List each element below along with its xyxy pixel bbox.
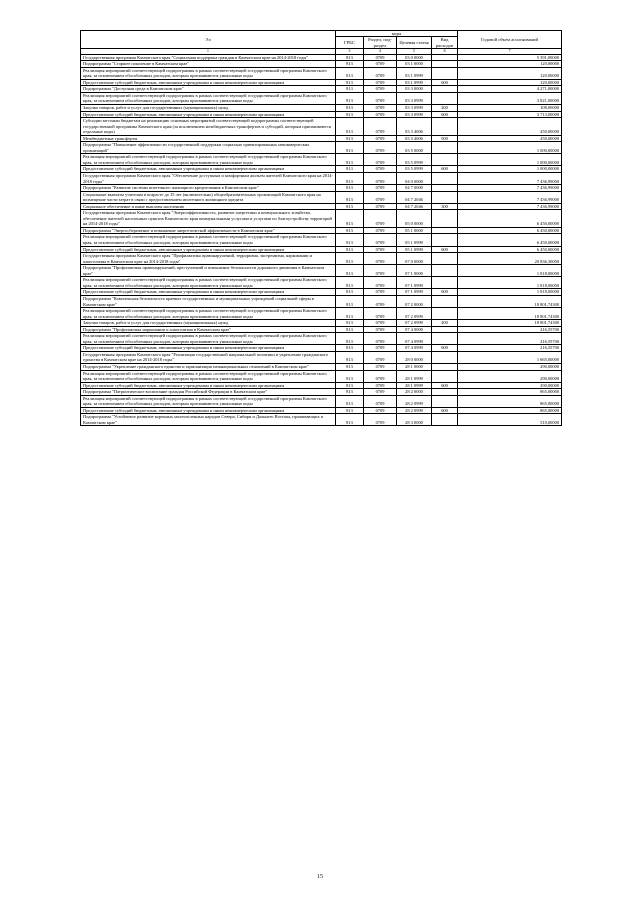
row-vid-cell	[432, 142, 458, 154]
row-name-cell: Реализация мероприятий соответствующей подпрограммы в рамках соответствующей государственной программы Камчатского края, за исключением обособленных расходов, которым присваиваются уникальные коды	[81, 333, 336, 345]
row-celevaya-cell: 28 3 0000	[397, 414, 432, 426]
row-vid-cell: 600	[432, 345, 458, 352]
row-grbs-cell: 813	[336, 185, 364, 192]
row-celevaya-cell: 04 7 0000	[397, 185, 432, 192]
row-celevaya-cell: 05 1 0000	[397, 227, 432, 234]
row-grbs-cell: 813	[336, 67, 364, 79]
table-row	[81, 191, 562, 203]
row-grbs-cell: 813	[336, 320, 364, 327]
row-grbs-cell: 813	[336, 246, 364, 253]
row-razdel-cell: 0709	[364, 79, 397, 86]
row-grbs-cell: 813	[336, 210, 364, 228]
row-sum-cell: 6 450,00000	[458, 246, 562, 253]
row-razdel-cell: 0709	[364, 370, 397, 382]
row-razdel-cell: 0709	[364, 105, 397, 112]
row-razdel-cell: 0709	[364, 61, 397, 68]
row-grbs-cell: 813	[336, 118, 364, 136]
row-sum-cell: 120,00000	[458, 79, 562, 86]
row-celevaya-cell: 28 1 0999	[397, 370, 432, 382]
row-name-cell: Подпрограмма "Устойчивое развитие коренных малочисленных народов Севера, Сибири и Дальнего Востока, проживающих в Камчатском крае"	[81, 414, 336, 426]
row-celevaya-cell: 28 0 0000	[397, 351, 432, 363]
row-name-cell: Подпрограмма "Доступная среда в Камчатском крае"	[81, 86, 336, 93]
row-celevaya-cell: 07 1 0999	[397, 289, 432, 296]
row-celevaya-cell: 28 1 0999	[397, 382, 432, 389]
row-razdel-cell: 0709	[364, 295, 397, 307]
row-celevaya-cell: 03 5 0999	[397, 166, 432, 173]
row-name-cell: Предоставление субсидий бюджетным, автономным учреждениям и иным некоммерческим организациям	[81, 111, 336, 118]
row-sum-cell: 6 450,00000	[458, 234, 562, 246]
row-grbs-cell: 813	[336, 79, 364, 86]
row-grbs-cell: 813	[336, 333, 364, 345]
row-vid-cell	[432, 265, 458, 277]
table-row	[81, 265, 562, 277]
row-name-cell: Субсидии местным бюджетам на реализацию основных мероприятий соответствующей подпрограммы соответствующей государственной программы Камчатского края (за исключением межбюджетных трансфертов и субсидий, которым присваиваются отдельные коды)	[81, 118, 336, 136]
row-razdel-cell: 0709	[364, 351, 397, 363]
row-name-cell: Межбюджетные трансферты	[81, 135, 336, 142]
row-celevaya-cell: 03 1 0999	[397, 67, 432, 79]
row-vid-cell: 600	[432, 289, 458, 296]
row-razdel-cell: 0709	[364, 86, 397, 93]
row-vid-cell: 300	[432, 203, 458, 210]
row-sum-cell: 450,00000	[458, 118, 562, 136]
column-index: 7	[458, 49, 562, 54]
row-name-cell: Подпрограмма "Укрепление гражданского единства и гармонизация межнациональных отношений в Камчатском крае"	[81, 363, 336, 370]
row-vid-cell	[432, 277, 458, 289]
row-vid-cell	[432, 173, 458, 185]
column-index: 3	[336, 49, 364, 54]
row-name-cell: Подпрограмма "Профилактика правонарушений, преступлений и повышение безопасности дорожного движения в Камчатском крае"	[81, 265, 336, 277]
row-grbs-cell: 813	[336, 345, 364, 352]
row-sum-cell: 7 436,99000	[458, 173, 562, 185]
row-sum-cell: 4 271,00000	[458, 86, 562, 93]
row-grbs-cell: 813	[336, 105, 364, 112]
row-grbs-cell: 813	[336, 407, 364, 414]
row-sum-cell: 1 000,00000	[458, 154, 562, 166]
row-sum-cell: 6 450,00000	[458, 227, 562, 234]
row-celevaya-cell: 07 2 0999	[397, 308, 432, 320]
row-sum-cell: 5 391,00000	[458, 54, 562, 61]
row-name-cell: Подпрограмма "Повышение эффективности государственной поддержки социально ориентированных некоммерческих организаций"	[81, 142, 336, 154]
row-vid-cell	[432, 92, 458, 104]
row-sum-cell: 3 821,00000	[458, 92, 562, 104]
row-vid-cell	[432, 234, 458, 246]
row-celevaya-cell: 07 4 0999	[397, 333, 432, 345]
row-razdel-cell: 0709	[364, 210, 397, 228]
row-name-cell: Предоставление субсидий бюджетным, автономным учреждениям и иным некоммерческим организациям	[81, 382, 336, 389]
row-name-cell: Подпрограмма "Старшее поколение в Камчатском крае"	[81, 61, 336, 68]
row-celevaya-cell: 03 3 0999	[397, 105, 432, 112]
row-vid-cell	[432, 395, 458, 407]
row-grbs-cell: 813	[336, 389, 364, 396]
row-vid-cell: 600	[432, 79, 458, 86]
row-name-cell: Реализация мероприятий соответствующей подпрограммы в рамках соответствующей государственной программы Камчатского края, за исключением обособленных расходов, которым присваиваются уникальные коды	[81, 308, 336, 320]
row-grbs-cell: 813	[336, 363, 364, 370]
row-razdel-cell: 0709	[364, 414, 397, 426]
row-vid-cell	[432, 118, 458, 136]
row-name-cell: Подпрограмма "Комплексная безопасность краевых государственных и муниципальных учреждений социальной сферы в Камчатском крае"	[81, 295, 336, 307]
column-index: 4	[364, 49, 397, 54]
row-vid-cell: 600	[432, 407, 458, 414]
row-razdel-cell: 0709	[364, 111, 397, 118]
row-sum-cell: 18 801,74300	[458, 320, 562, 327]
row-grbs-cell: 813	[336, 277, 364, 289]
row-grbs-cell: 813	[336, 326, 364, 333]
table-row	[81, 118, 562, 136]
table-row	[81, 253, 562, 265]
row-vid-cell	[432, 154, 458, 166]
row-grbs-cell: 813	[336, 382, 364, 389]
row-razdel-cell: 0709	[364, 118, 397, 136]
row-sum-cell: 18 801,74300	[458, 295, 562, 307]
row-razdel-cell: 0709	[364, 191, 397, 203]
column-index: 5	[397, 49, 432, 54]
row-grbs-cell: 813	[336, 86, 364, 93]
row-celevaya-cell: 05 1 0999	[397, 234, 432, 246]
table-row	[81, 210, 562, 228]
table-row	[81, 277, 562, 289]
column-index: 6	[432, 49, 458, 54]
row-grbs-cell: 813	[336, 135, 364, 142]
row-razdel-cell: 0709	[364, 166, 397, 173]
row-celevaya-cell: 04 7 2046	[397, 191, 432, 203]
row-razdel-cell: 0709	[364, 389, 397, 396]
row-vid-cell	[432, 414, 458, 426]
table-body	[81, 49, 562, 426]
row-name-cell: Реализация мероприятий соответствующей подпрограммы в рамках соответствующей государственной программы Камчатского края, за исключением обособленных расходов, которым присваиваются уникальные коды	[81, 277, 336, 289]
row-razdel-cell: 0709	[364, 289, 397, 296]
table-row	[81, 173, 562, 185]
row-sum-cell: 510,00000	[458, 414, 562, 426]
row-name-cell: Закупка товаров, работ и услуг для государственных (муниципальных) нужд	[81, 320, 336, 327]
row-sum-cell: 1 665,00000	[458, 351, 562, 363]
row-grbs-cell: 813	[336, 295, 364, 307]
row-grbs-cell: 813	[336, 203, 364, 210]
header-row-top	[81, 31, 562, 37]
row-razdel-cell: 0709	[364, 265, 397, 277]
table-row	[81, 370, 562, 382]
row-name-cell: Предоставление субсидий бюджетным, автономным учреждениям и иным некоммерческим организациям	[81, 289, 336, 296]
row-razdel-cell: 0709	[364, 308, 397, 320]
row-razdel-cell: 0709	[364, 320, 397, 327]
row-razdel-cell: 0709	[364, 203, 397, 210]
table-row	[81, 333, 562, 345]
row-sum-cell: 1 000,00000	[458, 166, 562, 173]
row-name-cell: Подпрограмма "Профилактика наркомании и алкоголизма в Камчатском крае"	[81, 326, 336, 333]
row-grbs-cell: 813	[336, 414, 364, 426]
row-celevaya-cell: 07 1 0000	[397, 265, 432, 277]
budget-sheet	[80, 30, 561, 426]
row-grbs-cell: 813	[336, 191, 364, 203]
table-row	[81, 92, 562, 104]
table-row	[81, 234, 562, 246]
row-celevaya-cell: 07 1 0999	[397, 277, 432, 289]
row-celevaya-cell: 03 0 0000	[397, 54, 432, 61]
row-celevaya-cell: 03 1 0000	[397, 61, 432, 68]
row-razdel-cell: 0709	[364, 407, 397, 414]
row-vid-cell	[432, 351, 458, 363]
row-vid-cell: 600	[432, 111, 458, 118]
row-celevaya-cell: 07 0 0000	[397, 253, 432, 265]
row-vid-cell	[432, 253, 458, 265]
name-column-header: Эл	[81, 31, 336, 49]
row-grbs-cell: 813	[336, 395, 364, 407]
row-name-cell: Реализация мероприятий соответствующей подпрограммы в рамках соответствующей государственной программы Камчатского края, за исключением обособленных расходов, которым присваиваются уникальные коды	[81, 395, 336, 407]
row-grbs-cell: 813	[336, 308, 364, 320]
row-grbs-cell: 813	[336, 253, 364, 265]
celevaya-column-header: Целевая статья	[397, 37, 432, 49]
row-celevaya-cell: 28 2 0999	[397, 407, 432, 414]
row-name-cell: Государственная программа Камчатского края "Социальная поддержка граждан в Камчатском крае на 2014-2018 годы"	[81, 54, 336, 61]
row-razdel-cell: 0709	[364, 142, 397, 154]
row-celevaya-cell: 07 2 0000	[397, 295, 432, 307]
row-celevaya-cell: 03 3 0999	[397, 92, 432, 104]
row-name-cell: Государственная программа Камчатского края "Профилактика правонарушений, терроризма, экстремизма, наркомании и алкоголизма в Камчатском крае на 2014-2018 годы"	[81, 253, 336, 265]
row-celevaya-cell: 07 4 0999	[397, 345, 432, 352]
row-celevaya-cell: 07 4 0000	[397, 326, 432, 333]
row-razdel-cell: 0709	[364, 253, 397, 265]
row-vid-cell: 600	[432, 382, 458, 389]
row-name-cell: Предоставление субсидий бюджетным, автономным учреждениям и иным некоммерческим организациям	[81, 246, 336, 253]
row-celevaya-cell: 04 0 0000	[397, 173, 432, 185]
table-row	[81, 142, 562, 154]
row-name-cell: Реализация мероприятий соответствующей подпрограммы в рамках соответствующей государственной программы Камчатского края, за исключением обособленных расходов, которым присваиваются уникальные коды	[81, 92, 336, 104]
table-row	[81, 295, 562, 307]
page-number: 15	[317, 874, 323, 880]
row-razdel-cell: 0709	[364, 234, 397, 246]
row-celevaya-cell: 05 1 0999	[397, 246, 432, 253]
grbs-column-header: ГРБС	[336, 37, 364, 49]
row-razdel-cell: 0709	[364, 363, 397, 370]
row-razdel-cell: 0709	[364, 277, 397, 289]
row-razdel-cell: 0709	[364, 326, 397, 333]
row-sum-cell: 6 450,00000	[458, 210, 562, 228]
row-vid-cell	[432, 308, 458, 320]
row-vid-cell	[432, 191, 458, 203]
row-celevaya-cell: 03 5 0000	[397, 142, 432, 154]
row-razdel-cell: 0709	[364, 54, 397, 61]
row-sum-cell: 1 818,00000	[458, 265, 562, 277]
razdel-column-header: Раздел, под-раздел	[364, 37, 397, 49]
row-sum-cell: 1 818,00000	[458, 277, 562, 289]
row-celevaya-cell: 03 3 0000	[397, 86, 432, 93]
vid-column-header: Вид расходов	[432, 37, 458, 49]
row-vid-cell: 200	[432, 105, 458, 112]
row-name-cell: Предоставление субсидий бюджетным, автономным учреждениям и иным некоммерческим организациям	[81, 345, 336, 352]
table-row	[81, 414, 562, 426]
row-name-cell: Реализация мероприятий соответствующей подпрограммы в рамках соответствующей государственной программы Камчатского края, за исключением обособленных расходов, которым присваиваются уникальные коды	[81, 370, 336, 382]
column-index: 1	[81, 49, 336, 54]
row-name-cell: Реализация мероприятий соответствующей подпрограммы в рамках соответствующей государственной программы Камчатского края, за исключением обособленных расходов, которым присваиваются уникальные коды	[81, 67, 336, 79]
row-name-cell: Социальные выплаты учителям в возрасте до 35 лет (включительно) общеобразовательных организаций Камчатского края на возмещение части затрат в связи с предоставлением ипотечного жилищного кредита	[81, 191, 336, 203]
row-vid-cell: 600	[432, 246, 458, 253]
row-celevaya-cell: 28 1 0000	[397, 363, 432, 370]
row-sum-cell: 18 801,74300	[458, 308, 562, 320]
row-celevaya-cell: 28 2 0000	[397, 389, 432, 396]
table-row	[81, 67, 562, 79]
row-vid-cell: 600	[432, 166, 458, 173]
row-sum-cell: 3 713,00000	[458, 111, 562, 118]
table-row	[81, 351, 562, 363]
row-vid-cell	[432, 295, 458, 307]
row-razdel-cell: 0709	[364, 185, 397, 192]
row-celevaya-cell: 03 3 4006	[397, 135, 432, 142]
row-sum-cell: 290,00000	[458, 363, 562, 370]
row-sum-cell: 7 436,99000	[458, 203, 562, 210]
row-razdel-cell: 0709	[364, 67, 397, 79]
row-celevaya-cell: 07 2 0999	[397, 320, 432, 327]
row-razdel-cell: 0709	[364, 173, 397, 185]
row-name-cell: Подпрограмма "Энергосбережение и повышение энергетической эффективности в Камчатском крае"	[81, 227, 336, 234]
row-name-cell: Реализация мероприятий соответствующей подпрограммы в рамках соответствующей государственной программы Камчатского края, за исключением обособленных расходов, которым присваиваются уникальные коды	[81, 154, 336, 166]
table-row	[81, 308, 562, 320]
row-name-cell: Закупка товаров, работ и услуг для государственных (муниципальных) нужд	[81, 105, 336, 112]
row-name-cell: Реализация мероприятий соответствующей подпрограммы в рамках соответствующей государственной программы Камчатского края, за исключением обособленных расходов, которым присваиваются уникальные коды	[81, 234, 336, 246]
row-celevaya-cell: 03 3 4006	[397, 118, 432, 136]
row-razdel-cell: 0709	[364, 135, 397, 142]
row-sum-cell: 20 836,30000	[458, 253, 562, 265]
sum-column-header: Годовой объем ассигнований	[458, 31, 562, 49]
row-grbs-cell: 813	[336, 173, 364, 185]
row-sum-cell: 108,00000	[458, 105, 562, 112]
row-sum-cell: 1 000,00000	[458, 142, 562, 154]
row-razdel-cell: 0709	[364, 345, 397, 352]
row-razdel-cell: 0709	[364, 154, 397, 166]
row-sum-cell: 120,00000	[458, 61, 562, 68]
row-sum-cell: 450,00000	[458, 135, 562, 142]
row-sum-cell: 865,00000	[458, 407, 562, 414]
row-grbs-cell: 813	[336, 370, 364, 382]
row-grbs-cell: 813	[336, 166, 364, 173]
row-celevaya-cell: 04 7 2046	[397, 203, 432, 210]
row-grbs-cell: 813	[336, 289, 364, 296]
row-sum-cell: 865,00000	[458, 395, 562, 407]
row-grbs-cell: 813	[336, 154, 364, 166]
row-sum-cell: 7 436,99000	[458, 185, 562, 192]
row-grbs-cell: 813	[336, 265, 364, 277]
row-razdel-cell: 0709	[364, 395, 397, 407]
row-grbs-cell: 813	[336, 92, 364, 104]
row-sum-cell: 216,55700	[458, 333, 562, 345]
row-sum-cell: 1 818,00000	[458, 289, 562, 296]
row-sum-cell: 290,00000	[458, 370, 562, 382]
row-grbs-cell: 813	[336, 234, 364, 246]
row-sum-cell: 7 436,99000	[458, 191, 562, 203]
row-sum-cell: 865,00000	[458, 389, 562, 396]
row-name-cell: Предоставление субсидий бюджетным, автономным учреждениям и иным некоммерческим организациям	[81, 407, 336, 414]
row-vid-cell	[432, 333, 458, 345]
row-razdel-cell: 0709	[364, 227, 397, 234]
row-name-cell: Государственная программа Камчатского края "Энергоэффективность, развитие энергетики и коммунального хозяйства, обеспечение жителей населенных пунктов Камчатского края коммунальными услугами и услугами по благоустройству территорий на 2014-2018 годы"	[81, 210, 336, 228]
row-celevaya-cell: 28 2 0999	[397, 395, 432, 407]
row-name-cell: Государственная программа Камчатского края "Обеспечение доступным и комфортным жильем жителей Камчатского края на 2014-2018 годы"	[81, 173, 336, 185]
row-name-cell: Подпрограмма "Патриотическое воспитание граждан Российской Федерации в Камчатском крае"	[81, 389, 336, 396]
row-celevaya-cell: 03 5 0999	[397, 154, 432, 166]
row-sum-cell: 216,55700	[458, 326, 562, 333]
row-name-cell: Государственная программа Камчатского края "Реализация государственной национальной политики и укрепление гражданского единства в Камчатском крае на 2014-2018 годы"	[81, 351, 336, 363]
row-celevaya-cell: 05 0 0000	[397, 210, 432, 228]
codes-group-header: коды	[336, 31, 458, 37]
row-celevaya-cell: 03 1 0999	[397, 79, 432, 86]
row-razdel-cell: 0709	[364, 382, 397, 389]
row-grbs-cell: 813	[336, 111, 364, 118]
row-razdel-cell: 0709	[364, 333, 397, 345]
row-name-cell: Подпрограмма "Развитие системы ипотечного жилищного кредитования в Камчатском крае"	[81, 185, 336, 192]
row-grbs-cell: 813	[336, 227, 364, 234]
row-name-cell: Предоставление субсидий бюджетным, автономным учреждениям и иным некоммерческим организациям	[81, 166, 336, 173]
row-grbs-cell: 813	[336, 351, 364, 363]
row-grbs-cell: 813	[336, 54, 364, 61]
row-vid-cell	[432, 210, 458, 228]
row-sum-cell: 120,00000	[458, 67, 562, 79]
table-row	[81, 154, 562, 166]
budget-table	[80, 30, 562, 426]
row-name-cell: Социальное обеспечение и иные выплаты населению	[81, 203, 336, 210]
row-vid-cell: 500	[432, 135, 458, 142]
row-sum-cell: 216,55700	[458, 345, 562, 352]
row-celevaya-cell: 03 3 0999	[397, 111, 432, 118]
row-sum-cell: 290,00000	[458, 382, 562, 389]
table-row	[81, 395, 562, 407]
row-razdel-cell: 0709	[364, 92, 397, 104]
row-name-cell: Предоставление субсидий бюджетным, автономным учреждениям и иным некоммерческим организациям	[81, 79, 336, 86]
row-vid-cell: 200	[432, 320, 458, 327]
row-vid-cell	[432, 67, 458, 79]
row-grbs-cell: 813	[336, 61, 364, 68]
row-vid-cell	[432, 370, 458, 382]
row-razdel-cell: 0709	[364, 246, 397, 253]
row-grbs-cell: 813	[336, 142, 364, 154]
